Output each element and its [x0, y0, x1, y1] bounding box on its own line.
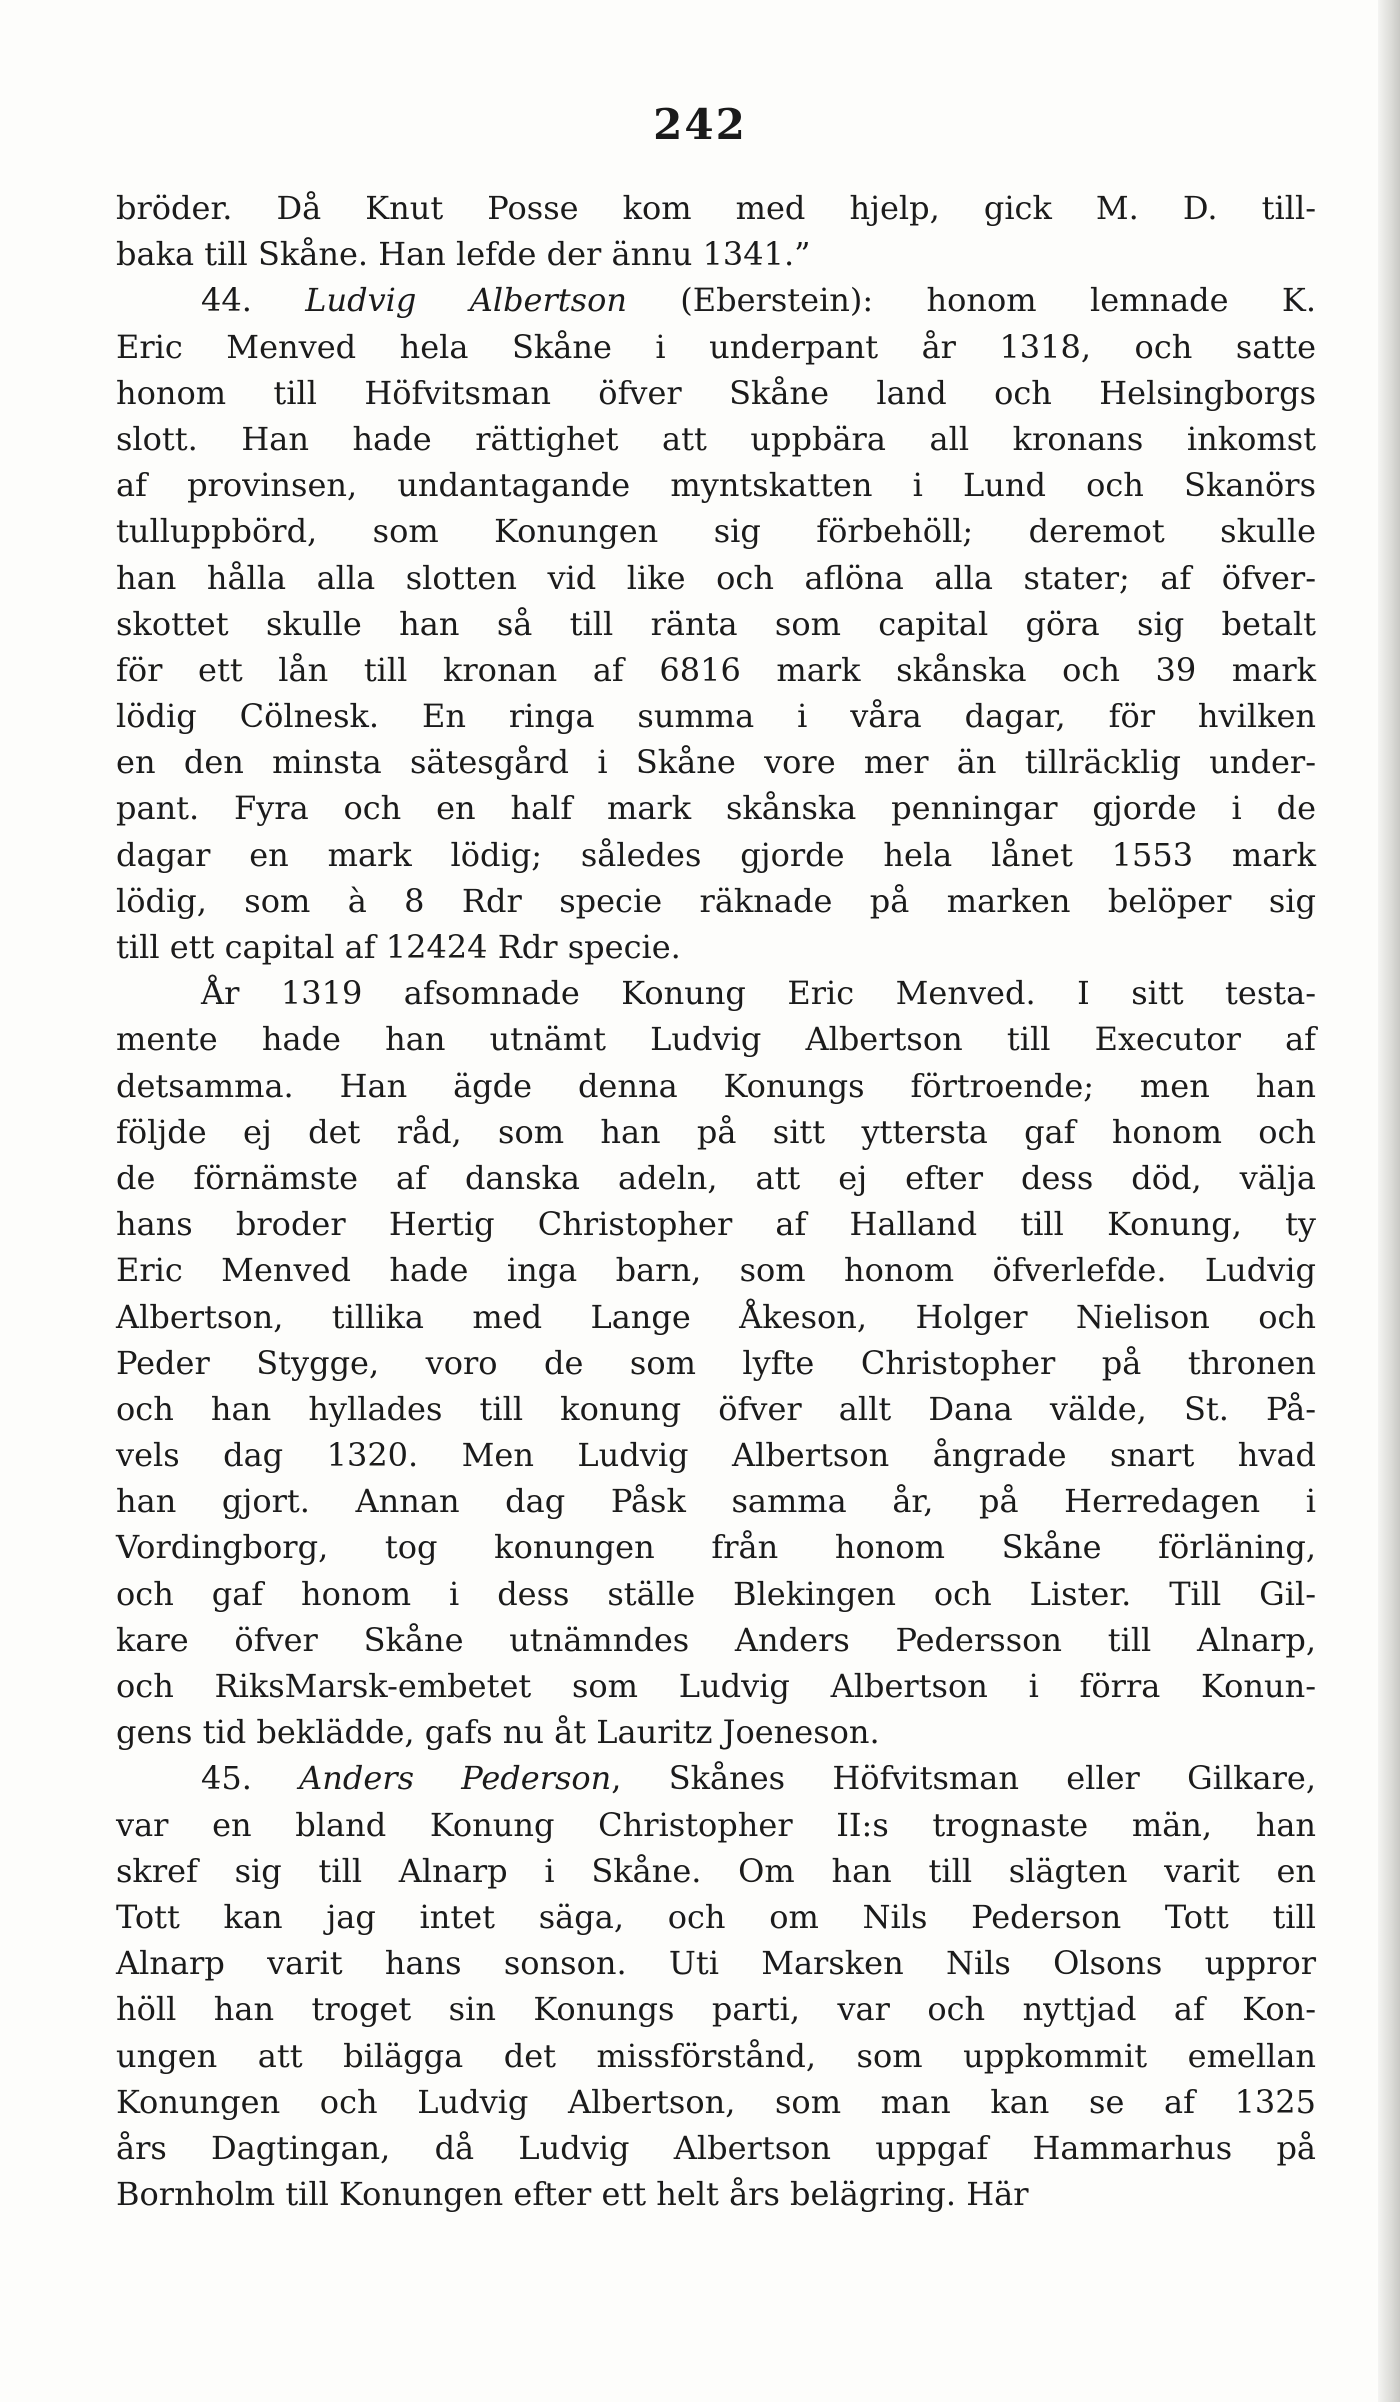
text-line [116, 370, 1316, 416]
text-segment: och RiksMarsk-embetet som Ludvig Albertson i förra Konun- [116, 1667, 1316, 1705]
text-line [116, 324, 1316, 370]
text-line [116, 1016, 1316, 1062]
text-segment: lödig Cölnesk. En ringa summa i våra dagar, för hvilken [116, 697, 1316, 736]
text-line [116, 601, 1316, 647]
paragraph-p-1319 [116, 970, 1316, 1755]
text-segment: Peder Stygge, voro de som lyfte Christopher på thronen [116, 1343, 1316, 1382]
text-line [116, 924, 1316, 970]
text-segment: 44. [201, 281, 306, 320]
text-segment: 45. [201, 1759, 300, 1798]
text-segment: Vordingborg, tog konungen från honom Skåne förläning, [116, 1528, 1316, 1567]
text-segment: Konungen och Ludvig Albertson, som man kan se af 1325 [116, 2082, 1316, 2121]
text-segment: tulluppbörd, som Konungen sig förbehöll; deremot skulle [116, 512, 1316, 551]
text-line [116, 1940, 1316, 1986]
text-line [116, 1986, 1316, 2032]
text-segment: för ett lån till kronan af 6816 mark skånska och 39 mark [116, 650, 1316, 689]
text-segment: skref sig till Alnarp i Skåne. Om han till slägten varit en [116, 1851, 1316, 1890]
text-line [116, 878, 1316, 924]
text-line [116, 185, 1316, 231]
text-segment: Eric Menved hela Skåne i underpant år 1318, och satte [116, 327, 1316, 366]
text-line [116, 647, 1316, 693]
text-segment: pant. Fyra och en half mark skånska penningar gjorde i de [116, 789, 1316, 828]
text-segment: ungen att bilägga det missförstånd, som uppkommit emellan [116, 2036, 1316, 2075]
text-line [116, 1478, 1316, 1524]
paragraph-p-44 [116, 277, 1316, 970]
text-segment: detsamma. Han ägde denna Konungs förtroende; men han [116, 1066, 1316, 1105]
paragraph-p-continuation [116, 185, 1316, 277]
text-line [116, 1848, 1316, 1894]
text-line [116, 277, 1316, 323]
page-number: 242 [653, 100, 747, 149]
text-line [116, 832, 1316, 878]
text-line [116, 1155, 1316, 1201]
text-segment: bröder. Då Knut Posse kom med hjelp, gick M. D. till- [116, 189, 1316, 227]
text-line [116, 416, 1316, 462]
text-segment: var en bland Konung Christopher II:s trognaste män, han [116, 1805, 1316, 1844]
text-line [116, 785, 1316, 831]
text-segment: till ett capital af 12424 Rdr specie. [116, 928, 681, 966]
text-segment: honom till Höfvitsman öfver Skåne land och Helsingborgs [116, 373, 1316, 412]
text-line [116, 1247, 1316, 1293]
text-segment: , Skånes Höfvitsman eller Gilkare, [611, 1759, 1317, 1798]
italic-name: Anders Pederson [299, 1759, 612, 1798]
text-segment: Albertson, tillika med Lange Åkeson, Holger Nielison och [116, 1297, 1316, 1336]
text-segment: Eric Menved hade inga barn, som honom öfverlefde. Ludvig [116, 1251, 1316, 1290]
text-line [116, 739, 1316, 785]
text-segment: de förnämste af danska adeln, att ej efter dess död, välja [116, 1158, 1316, 1197]
text-line [116, 2171, 1316, 2217]
text-line [116, 231, 1316, 277]
text-line [116, 2033, 1316, 2079]
text-line [116, 508, 1316, 554]
text-line [116, 1802, 1316, 1848]
text-line [116, 555, 1316, 601]
text-segment: en den minsta sätesgård i Skåne vore mer än tillräcklig under- [116, 743, 1316, 782]
text-segment: års Dagtingan, då Ludvig Albertson uppgaf Hammarhus på [116, 2128, 1316, 2167]
text-line [116, 2079, 1316, 2125]
body-text [116, 185, 1316, 2217]
text-segment: han gjort. Annan dag Påsk samma år, på Herredagen i [116, 1482, 1316, 1521]
text-segment: dagar en mark lödig; således gjorde hela lånet 1553 mark [116, 835, 1316, 874]
page-edge-shadow [1378, 0, 1400, 2402]
text-segment: följde ej det råd, som han på sitt yttersta gaf honom och [116, 1112, 1316, 1151]
text-segment: Bornholm till Konungen efter ett helt års belägring. Här [116, 2175, 1029, 2214]
text-line [116, 462, 1316, 508]
text-line [116, 1755, 1316, 1801]
text-line [116, 1524, 1316, 1570]
text-segment: Alnarp varit hans sonson. Uti Marsken Nils Olsons uppror [116, 1944, 1316, 1983]
text-line [116, 1571, 1316, 1617]
text-segment: hans broder Hertig Christopher af Halland till Konung, ty [116, 1205, 1316, 1244]
text-segment: slott. Han hade rättighet att uppbära all kronans inkomst [116, 419, 1316, 458]
text-segment: höll han troget sin Konungs parti, var och nyttjad af Kon- [116, 1990, 1316, 2029]
text-segment: gens tid beklädde, gafs nu åt Lauritz Joeneson. [116, 1713, 880, 1752]
text-segment: lödig, som à 8 Rdr specie räknade på marken belöper sig [116, 881, 1316, 920]
text-segment: skottet skulle han så till ränta som capital göra sig betalt [116, 604, 1316, 643]
italic-name: Ludvig Albertson [305, 281, 627, 320]
text-segment: (Eberstein): honom lemnade K. [626, 281, 1316, 320]
text-segment: mente hade han utnämt Ludvig Albertson till Executor af [116, 1020, 1316, 1059]
text-segment: och han hyllades till konung öfver allt Dana välde, St. På- [116, 1389, 1316, 1428]
text-segment: och gaf honom i dess ställe Blekingen och Lister. Till Gil- [116, 1574, 1316, 1613]
text-line [116, 2125, 1316, 2171]
text-segment: vels dag 1320. Men Ludvig Albertson ångrade snart hvad [116, 1436, 1316, 1475]
text-line [116, 970, 1316, 1016]
text-segment: kare öfver Skåne utnämndes Anders Pedersson till Alnarp, [116, 1620, 1316, 1659]
text-line [116, 1894, 1316, 1940]
text-segment: baka till Skåne. Han lefde der ännu 1341.” [116, 235, 811, 274]
text-segment: Tott kan jag intet säga, och om Nils Pederson Tott till [116, 1897, 1316, 1936]
text-line [116, 1432, 1316, 1478]
text-line [116, 1201, 1316, 1247]
text-segment: af provinsen, undantagande myntskatten i Lund och Skanörs [116, 466, 1316, 505]
text-line [116, 1709, 1316, 1755]
text-line [116, 1340, 1316, 1386]
text-line [116, 1109, 1316, 1155]
text-line [116, 1386, 1316, 1432]
text-segment: År 1319 afsomnade Konung Eric Menved. I sitt testa- [201, 974, 1316, 1013]
text-line [116, 1063, 1316, 1109]
text-line [116, 693, 1316, 739]
text-line [116, 1617, 1316, 1663]
text-line [116, 1294, 1316, 1340]
text-segment: han hålla alla slotten vid like och aflöna alla stater; af öfver- [116, 558, 1316, 597]
paragraph-p-45 [116, 1755, 1316, 2217]
text-line [116, 1663, 1316, 1709]
